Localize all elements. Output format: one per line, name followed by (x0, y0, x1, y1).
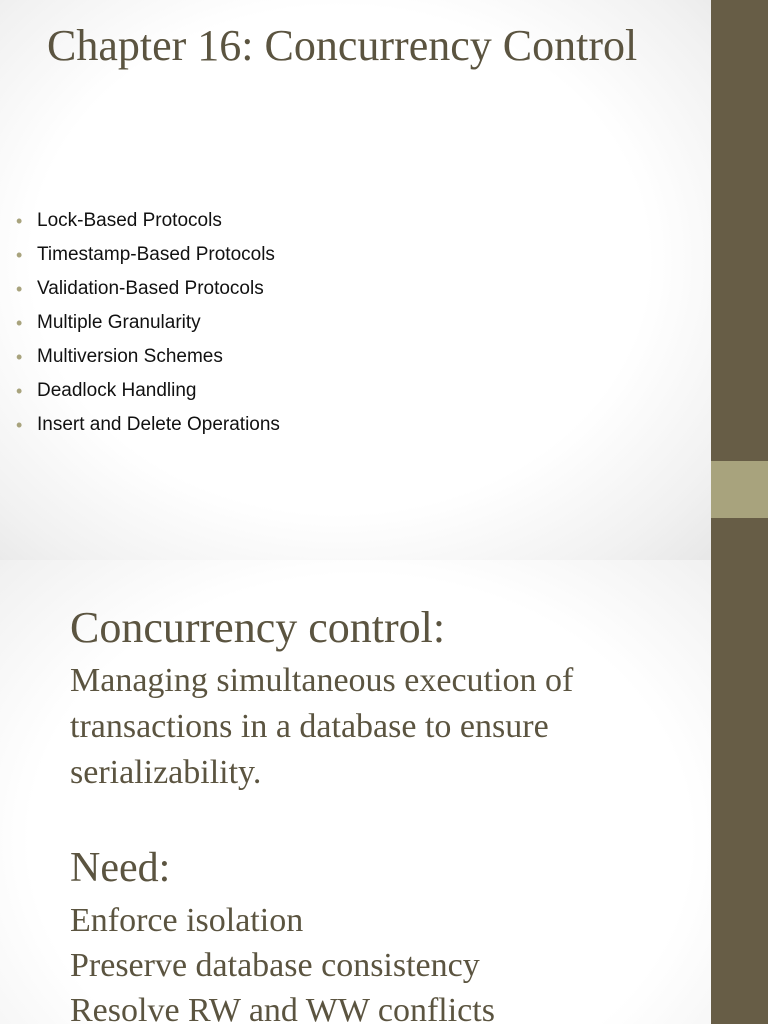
slide-title: Chapter 16: Concurrency Control (47, 21, 638, 70)
list-item-label: Multiversion Schemes (37, 346, 223, 367)
list-item (16, 341, 280, 375)
bullet-dot-icon: • (16, 347, 23, 367)
list-item-label: Lock-Based Protocols (37, 210, 222, 231)
list-item: Preserve database consistency (70, 947, 480, 984)
list-item-label: Timestamp-Based Protocols (37, 244, 275, 265)
definition-text: Managing simultaneous execution of transactions in a database to ensure serializability. (70, 662, 574, 791)
topic-list (16, 205, 280, 443)
list-item (16, 205, 280, 239)
bullet-dot-icon: • (16, 381, 23, 401)
bullet-dot-icon: • (16, 415, 23, 435)
slide-2 (0, 560, 768, 1024)
list-item (16, 273, 280, 307)
list-item (16, 409, 280, 443)
list-item: Enforce isolation (70, 902, 304, 939)
list-item (16, 239, 280, 273)
need-heading: Need: (70, 845, 171, 891)
bullet-dot-icon: • (16, 313, 23, 333)
bullet-dot-icon: • (16, 279, 23, 299)
concurrency-heading: Concurrency control: (70, 603, 446, 652)
list-item-label: Deadlock Handling (37, 380, 197, 401)
list-item-label: Insert and Delete Operations (37, 414, 280, 435)
side-accent-square (711, 461, 768, 518)
need-list (70, 898, 495, 1024)
list-item: Resolve RW and WW conflicts (70, 992, 495, 1024)
list-item (16, 307, 280, 341)
list-item-label: Multiple Granularity (37, 312, 201, 333)
list-item-label: Validation-Based Protocols (37, 278, 264, 299)
list-item (16, 375, 280, 409)
bullet-dot-icon: • (16, 211, 23, 231)
bullet-dot-icon: • (16, 245, 23, 265)
